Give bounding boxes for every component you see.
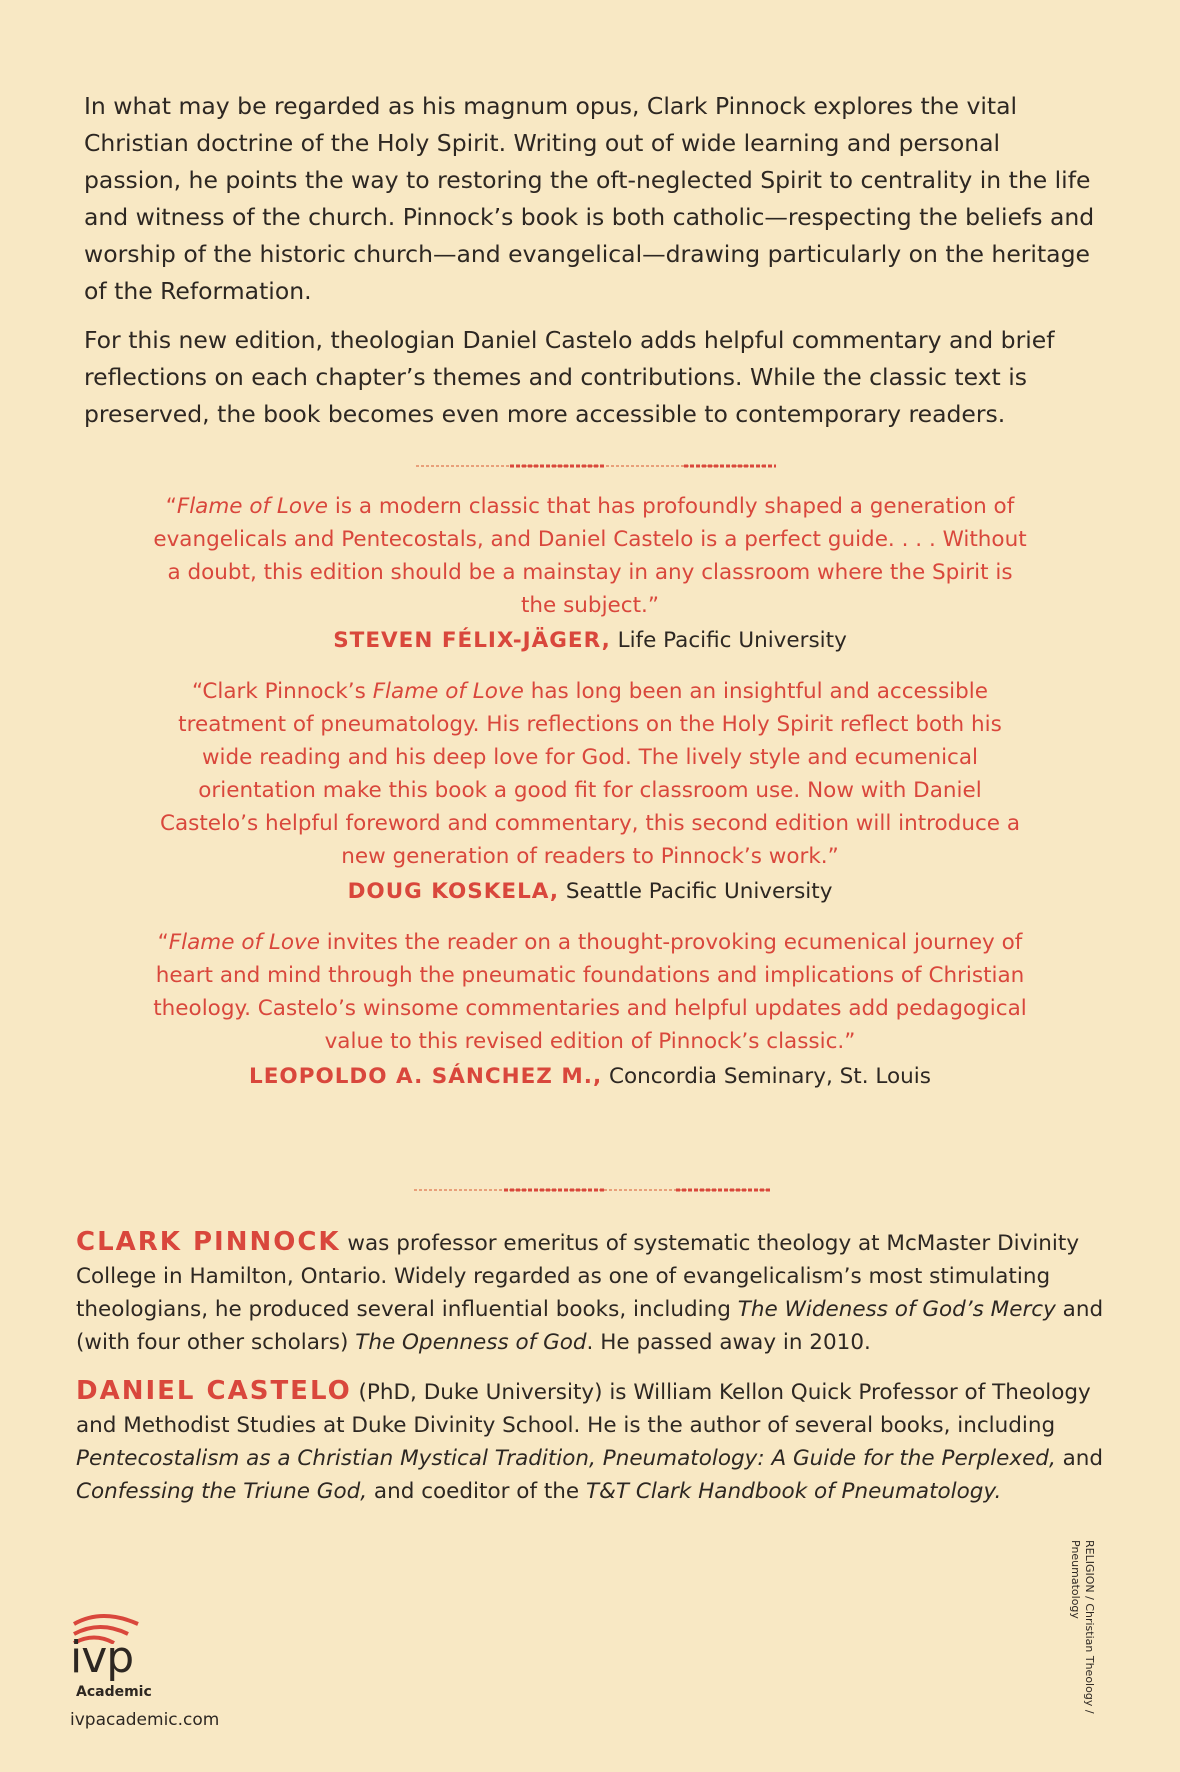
- endorsements: [150, 490, 1030, 1111]
- endorsement-quote: “Flame of Love is a modern classic that has profoundly shaped a generation of evangelicals and Pentecostals, and Daniel Castelo is a perfect guide. . . . Without a doubt, this edition should be a mainstay in any classroom where the Spirit is the subject.”: [153, 494, 1027, 618]
- endorsement-attribution: [150, 1061, 1030, 1093]
- author-name: DANIEL CASTELO: [76, 1376, 352, 1406]
- ornament-divider-top: [0, 462, 1180, 470]
- endorsement-attribution: [150, 625, 1030, 657]
- category-label: RELIGION / Christian Theology / Pneumatology: [1069, 1540, 1096, 1714]
- author-bios: [76, 1226, 1106, 1524]
- endorser-affiliation: Seattle Pacific University: [559, 879, 833, 904]
- endorser-affiliation: Concordia Seminary, St. Louis: [602, 1064, 931, 1089]
- bio-clark-pinnock: CLARK PINNOCK was professor emeritus of systematic theology at McMaster Divinity College in Hamilton, Ontario. Widely regarded as one of evangelicalism’s most stimulating theologians, he produced several influential books, including The Wideness of God’s Mercy and (with four other scholars) The Openness of God. He passed away in 2010.: [76, 1227, 1104, 1355]
- logo-subtitle: Academic: [76, 1684, 152, 1700]
- book-title: The Openness of God: [355, 1330, 587, 1355]
- endorser-affiliation: Life Pacific University: [610, 628, 847, 653]
- description: [84, 88, 1104, 445]
- bio-daniel-castelo: DANIEL CASTELO (PhD, Duke University) is William Kellon Quick Professor of Theology and Methodist Studies at Duke Divinity School. He is the author of several books, including Pentecostalism as a Christian Mystical Tradition, Pneumatology: A Guide for the Perplexed, and Confessing the Triune God, and coeditor of the T&T Clark Handbook of Pneumatology.: [76, 1376, 1104, 1504]
- publisher-website[interactable]: ivpacademic.com: [70, 1710, 220, 1730]
- author-name: CLARK PINNOCK: [76, 1227, 341, 1257]
- book-title: The Wideness of God’s Mercy: [737, 1297, 1056, 1322]
- ivp-academic-logo: [70, 1610, 190, 1710]
- book-title: T&T Clark Handbook of Pneumatology.: [585, 1479, 1002, 1504]
- description-paragraph-1: In what may be regarded as his magnum opus, Clark Pinnock explores the vital Christian doctrine of the Holy Spirit. Writing out of wide learning and personal passion, he points the way to restoring the oft-neglected Spirit to centrality in the life and witness of the church. Pinnock’s book is both catholic—respecting the beliefs and worship of the historic church—and evangelical—drawing particularly on the heritage of the Reformation.: [84, 92, 1095, 305]
- endorsement-attribution: [150, 876, 1030, 908]
- endorser-name: STEVEN FÉLIX-JÄGER,: [333, 628, 611, 653]
- endorsement-2: [150, 675, 1030, 908]
- endorsement-1: [150, 490, 1030, 657]
- endorsement-quote: “Flame of Love invites the reader on a thought-provoking ecumenical journey of heart and mind through the pneumatic foundations and implications of Christian theology. Castelo’s winsome commentaries and helpful updates add pedagogical value to this revised edition of Pinnock’s classic.”: [153, 930, 1027, 1054]
- endorsement-quote: “Clark Pinnock’s Flame of Love has long been an insightful and accessible treatment of pneumatology. His reflections on the Holy Spirit reflect both his wide reading and his deep love for God. The lively style and ecumenical orientation make this book a good fit for classroom use. Now with Daniel Castelo’s helpful foreword and commentary, this second edition will introduce a new generation of readers to Pinnock’s work.”: [159, 679, 1021, 869]
- endorser-name: DOUG KOSKELA,: [347, 879, 560, 904]
- description-paragraph-2: For this new edition, theologian Daniel Castelo adds helpful commentary and brief reflections on each chapter’s themes and contributions. While the classic text is preserved, the book becomes even more accessible to contemporary readers.: [84, 326, 1055, 428]
- endorser-name: LEOPOLDO A. SÁNCHEZ M.,: [249, 1064, 603, 1089]
- ornament-divider-bottom: [0, 1186, 1180, 1194]
- book-title: Confessing the Triune God,: [76, 1479, 368, 1504]
- logo-wordmark: ivp: [70, 1632, 134, 1683]
- endorsement-3: [150, 926, 1030, 1093]
- book-title: Pentecostalism as a Christian Mystical Tradition, Pneumatology: A Guide for the Perplexed,: [76, 1446, 1056, 1471]
